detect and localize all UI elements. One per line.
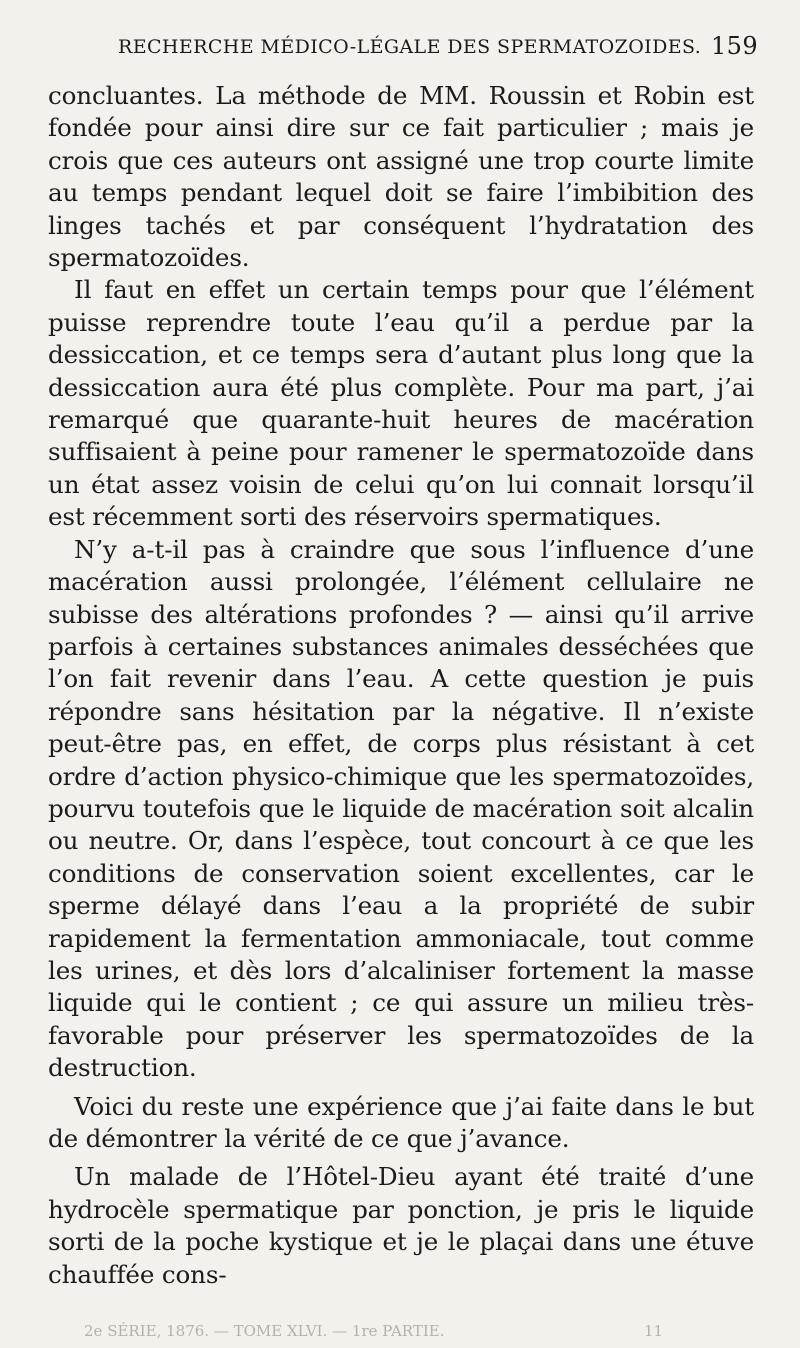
running-title: RECHERCHE MÉDICO-LÉGALE DES SPERMATOZOIDES. xyxy=(118,36,702,58)
paragraph-hotel-dieu-case: Un malade de l’Hôtel-Dieu ayant été traité d’une hydrocèle spermatique par ponction, je pris le liquide sorti de la poche kystique et je le plaçai dans une étuve chauffée cons- xyxy=(48,1162,754,1289)
paragraph-maceration-question: N’y a-t-il pas à craindre que sous l’influence d’une macération aussi prolongée, l’élément cellulaire ne subisse des altérations profondes ? — ainsi qu’il arrive parfois à certaines substances animales desséchées que l’on fait revenir dans l’eau. A cette question je puis répondre sans hésitation par la négative. Il n’existe peut-être pas, en effet, de corps plus résistant à cet ordre d’action physico-chimique que les spermatozoïdes, pourvu toutefois que le liquide de macération soit alcalin ou neutre. Or, dans l’espèce, tout concourt à ce que les conditions de conservation soient excellentes, car le sperme délayé dans l’eau a la propriété de subir rapidement la fermentation ammoniacale, tout comme les urines, et dès lors d’alcaliniser fortement la masse liquide qui le contient ; ce qui assure un milieu très-favorable pour préserver les spermatozoïdes de la destruction. xyxy=(48,534,754,1083)
paragraph-experiment-intro: Voici du reste une expérience que j’ai faite dans le but de démontrer la vérité de ce que j’avance. xyxy=(48,1091,754,1153)
paragraph-imbibition-time: Il faut en effet un certain temps pour que l’élément puisse reprendre toute l’eau qu’il a perdue par la dessiccation, et ce temps sera d’autant plus long que la dessiccation aura été plus complète. Pour ma part, j’ai remarqué que quarante-huit heures de macération suffisaient à peine pour ramener le spermatozoïde dans un état assez voisin de celui qu’on lui connait lorsqu’il est récemment sorti des réservoirs spermatiques. xyxy=(48,275,754,532)
signature-number: 11 xyxy=(644,1322,664,1340)
signature-footer xyxy=(84,1322,684,1340)
footer-series-text: 2e SÉRIE, 1876. — TOME XLVI. — 1re PARTIE. xyxy=(84,1322,445,1340)
paragraph-continuation: concluantes. La méthode de MM. Roussin et Robin est fondée pour ainsi dire sur ce fait particulier ; mais je crois que ces auteurs ont assigné une trop courte limite au temps pendant lequel doit se faire l’imbibition des linges tachés et par conséquent l’hydratation des spermatozoïdes. xyxy=(48,81,754,273)
body-text xyxy=(48,80,754,1291)
page-number: 159 xyxy=(710,32,758,60)
